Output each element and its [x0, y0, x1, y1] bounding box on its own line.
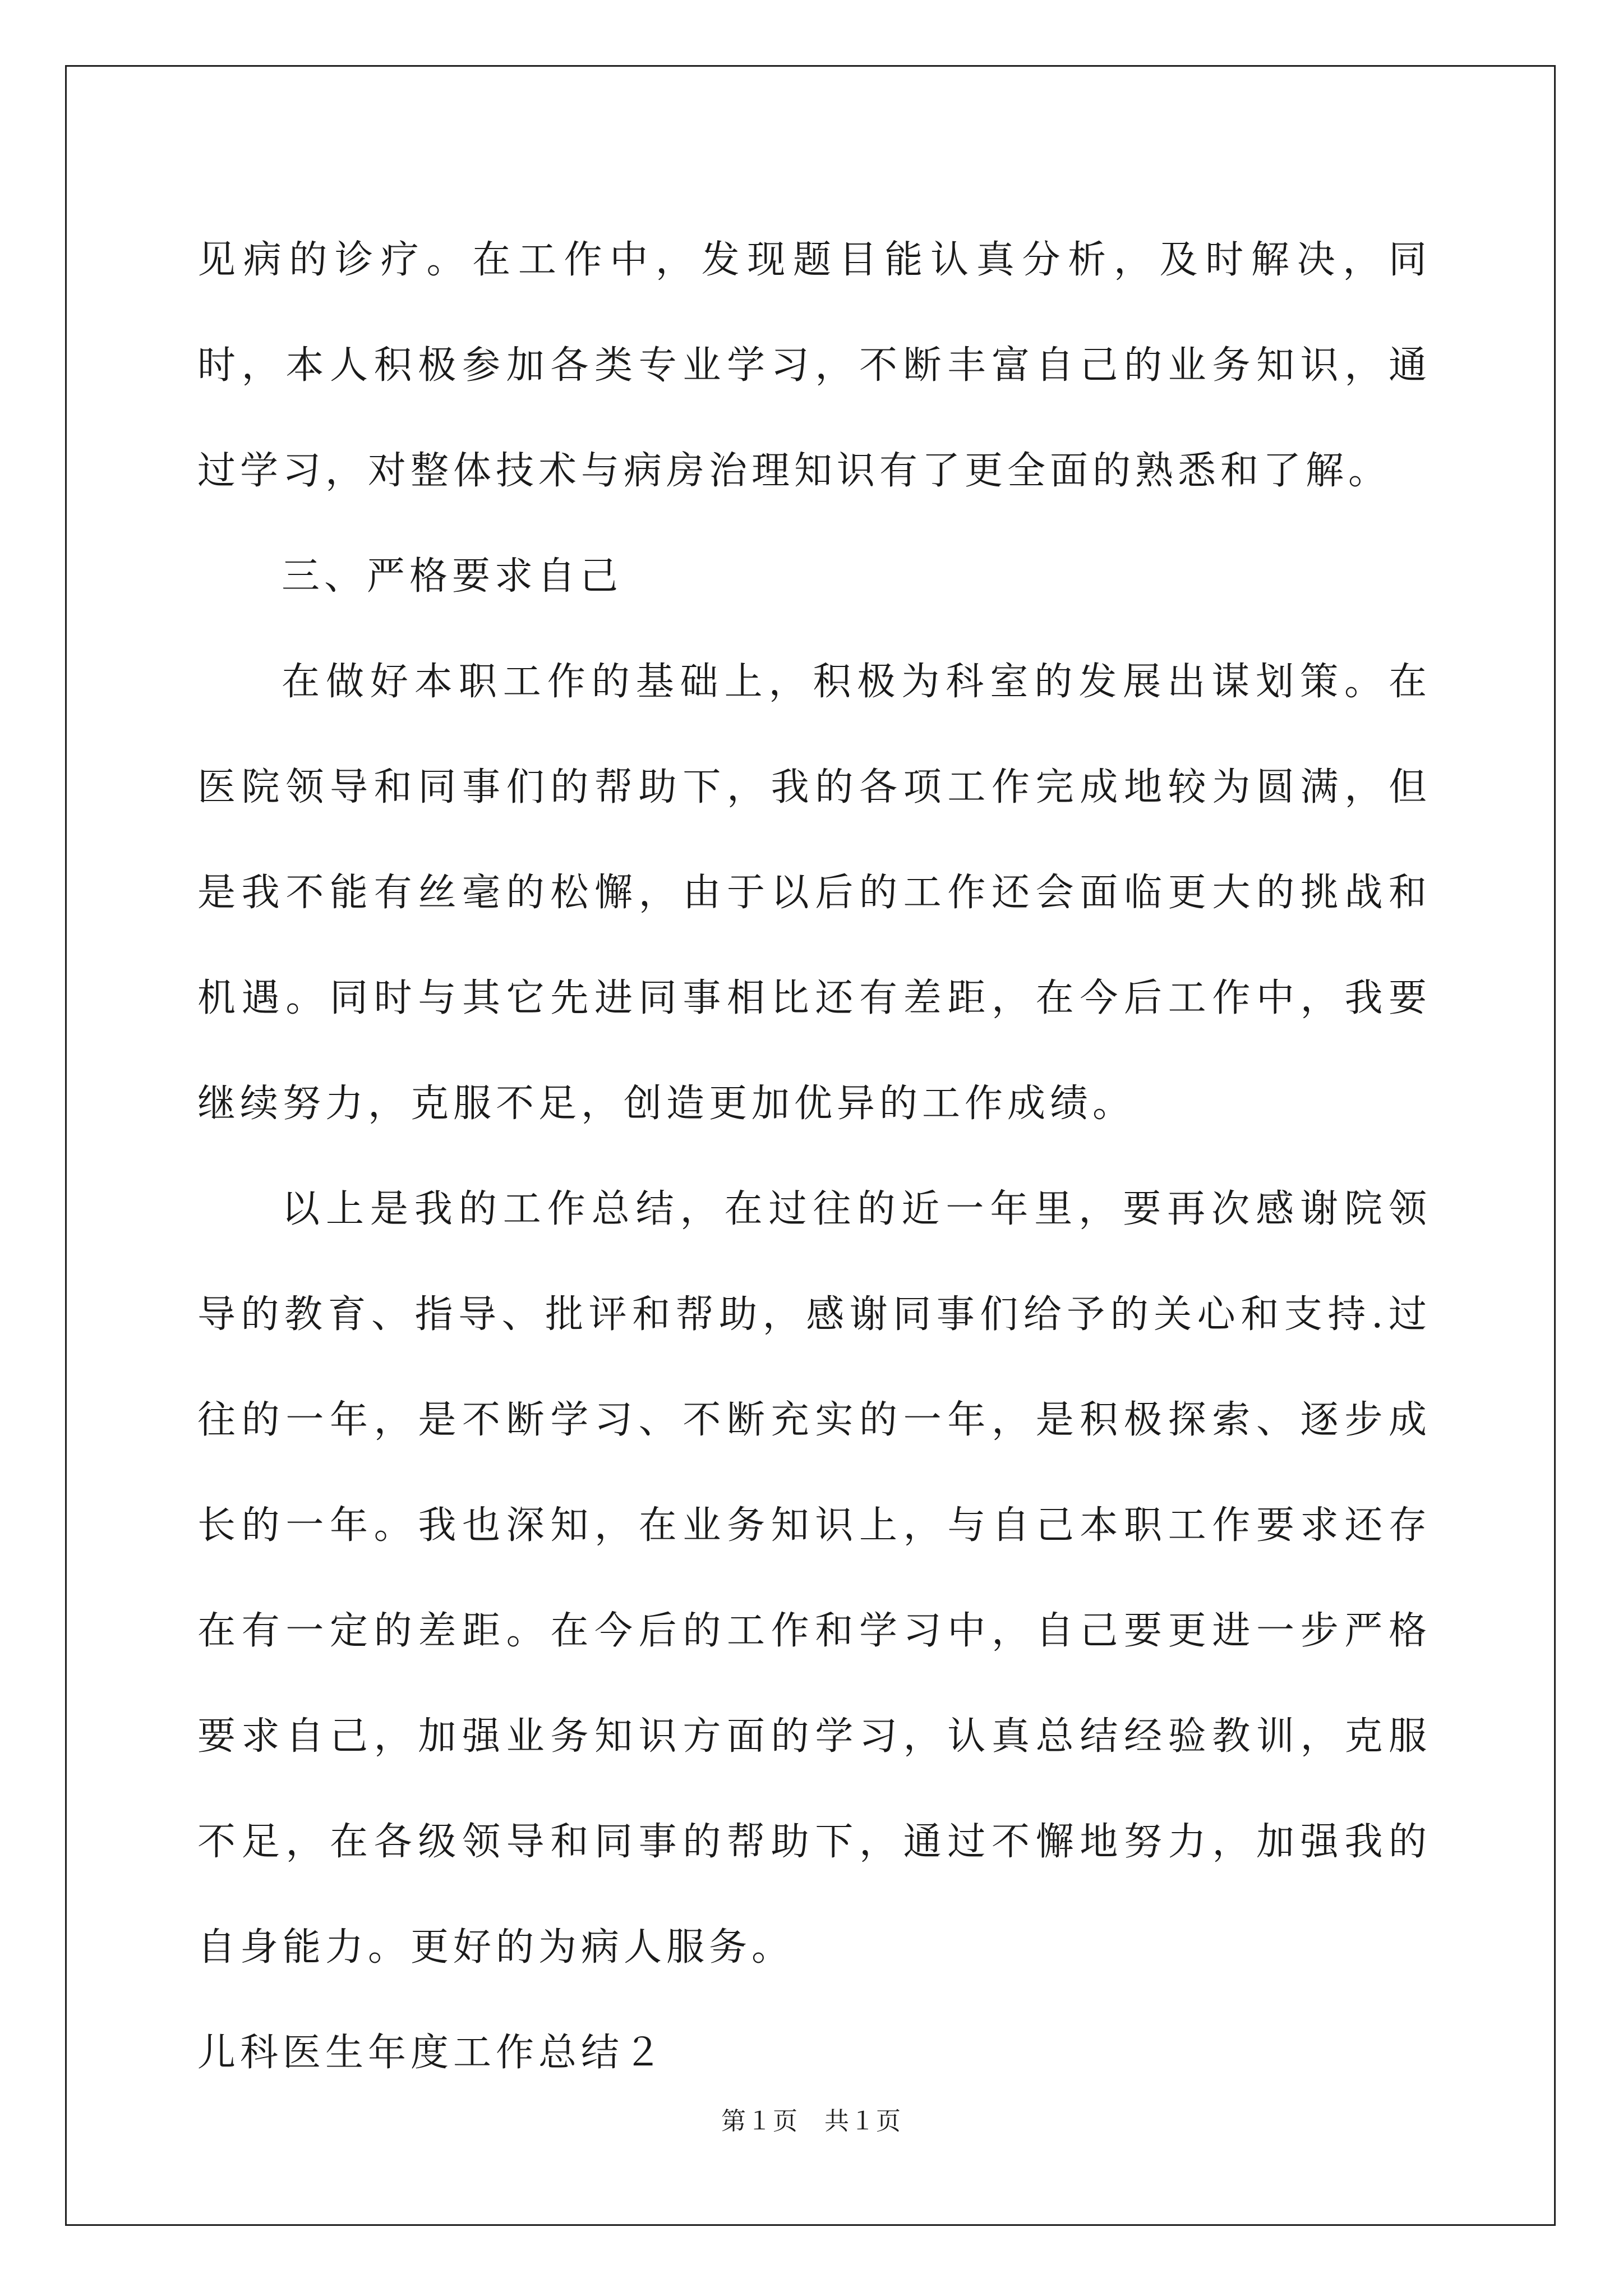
page-number-footer: 第１页 共１页 [721, 2107, 902, 2136]
paragraph-continuation: 见病的诊疗。在工作中，发现题目能认真分析，及时解决，同时，本人积极参加各类专业学习，不断丰富自己的业务知识，通过学习，对整体技术与病房治理知识有了更全面的熟悉和了解。 [197, 238, 1431, 493]
paragraph: 以上是我的工作总结，在过往的近一年里，要再次感谢院领导的教育、指导、批评和帮助，感谢同事们给予的关心和支持.过往的一年，是不断学习、不断充实的一年，是积极探索、逐步成长的一年。我也深知，在业务知识上，与自己本职工作要求还存在有一定的差距。在今后的工作和学习中，自己要更进一步严格要求自己，加强业务知识方面的学习，认真总结经验教训，克服不足，在各级领导和同事的帮助下，通过不懈地努力，加强我的自身能力。更好的为病人服务。 [197, 1187, 1431, 1970]
document-title: 儿科医生年度工作总结２ [197, 2031, 667, 2075]
paragraph: 在做好本职工作的基础上，积极为科室的发展出谋划策。在医院领导和同事们的帮助下，我的各项工作完成地较为圆满，但是我不能有丝毫的松懈，由于以后的工作还会面临更大的挑战和机遇。同时与其它先进同事相比还有差距，在今后工作中，我要继续努力，克服不足，创造更加优异的工作成绩。 [197, 660, 1431, 1126]
document-body [197, 208, 1431, 2106]
section-heading: 三、严格要求自己 [282, 554, 623, 599]
